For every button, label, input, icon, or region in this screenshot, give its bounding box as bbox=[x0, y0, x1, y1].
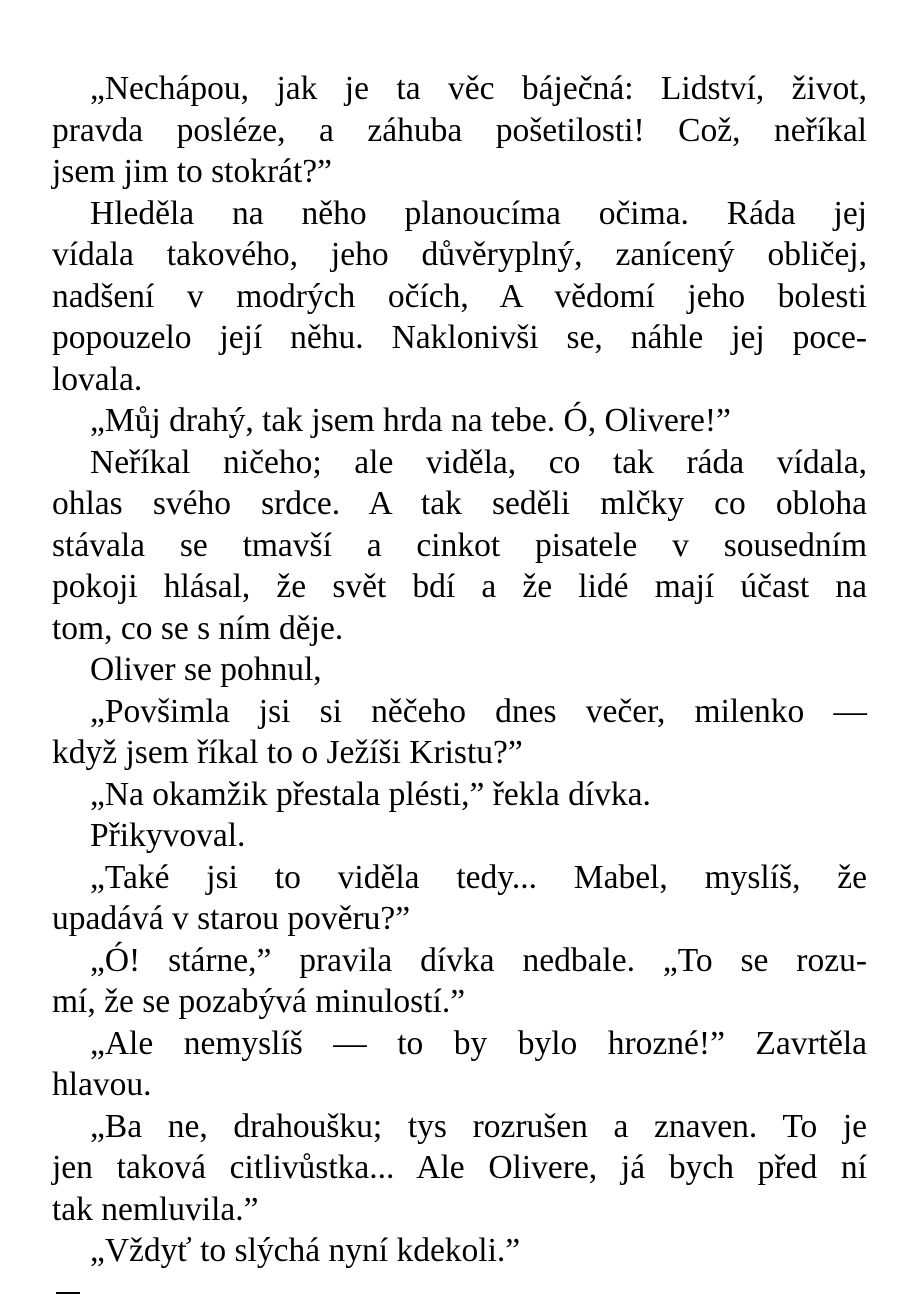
text-line: „Můj drahý, tak jsem hrda na tebe. Ó, Olivere!” bbox=[90, 402, 731, 439]
text-line: Hleděla na něho planoucíma očima. Ráda jej bbox=[90, 194, 867, 232]
text-line: tom, co se s ním děje. bbox=[52, 609, 344, 647]
text-line: „Vždyť to slýchá nyní kdekoli.” bbox=[90, 1232, 521, 1269]
text-line: mí, že se pozabývá minulostí.” bbox=[52, 983, 466, 1020]
text-line: vídala takového, jeho důvěryplný, zanícený obličej, bbox=[52, 236, 867, 273]
text-line: ohlas svého srdce. A tak seděli mlčky co obloha bbox=[52, 485, 867, 522]
text-line: pokoji hlásal, že svět bdí a že lidé mají účast na bbox=[52, 568, 867, 605]
text-line: „Povšimla jsi si něčeho dnes večer, milenko — bbox=[90, 692, 867, 730]
text-line: lovala. bbox=[52, 360, 143, 398]
text-line: Neříkal ničeho; ale viděla, co tak ráda vídala, bbox=[90, 443, 867, 481]
text-line: „Ale nemyslíš — to by bylo hrozné!” Zavrtěla bbox=[90, 1024, 867, 1062]
text-line: „Ó! stárne,” pravila dívka nedbale. „To se rozu- bbox=[90, 941, 867, 979]
text-line: „Na okamžik přestala plésti,” řekla dívka. bbox=[90, 775, 651, 813]
text-line: Oliver se pohnul, bbox=[90, 651, 322, 688]
text-line: pravda posléze, a záhuba pošetilosti! Což, neříkal bbox=[52, 111, 867, 149]
text-line: „Nechápou, jak je ta věc báječná: Lidství, život, bbox=[90, 70, 867, 107]
text-line: když jsem říkal to o Ježíši Kristu?” bbox=[52, 734, 523, 771]
text-line: jsem jim to stokrát?” bbox=[52, 153, 333, 190]
text-line: hlavou. bbox=[52, 1066, 152, 1103]
text-line: Přikyvoval. bbox=[90, 817, 246, 854]
text-line: upadává v starou pověru?” bbox=[52, 900, 411, 937]
text-line: „Také jsi to viděla tedy... Mabel, myslíš, že bbox=[90, 858, 867, 896]
text-line: stávala se tmavší a cinkot pisatele v sousedním bbox=[52, 526, 867, 564]
text-line: „Ba ne, drahoušku; tys rozrušen a znaven. To je bbox=[90, 1107, 867, 1145]
body-text bbox=[52, 68, 867, 1272]
text-line: popouzelo její něhu. Naklonivši se, náhle jej poce- bbox=[52, 319, 867, 356]
text-line: jen taková citlivůstka... Ale Olivere, já bych před ní bbox=[52, 1149, 867, 1186]
page-number-fragment bbox=[56, 1292, 80, 1294]
text-line: tak nemluvila.” bbox=[52, 1190, 259, 1228]
text-line: nadšení v modrých očích, A vědomí jeho bolesti bbox=[52, 277, 867, 315]
